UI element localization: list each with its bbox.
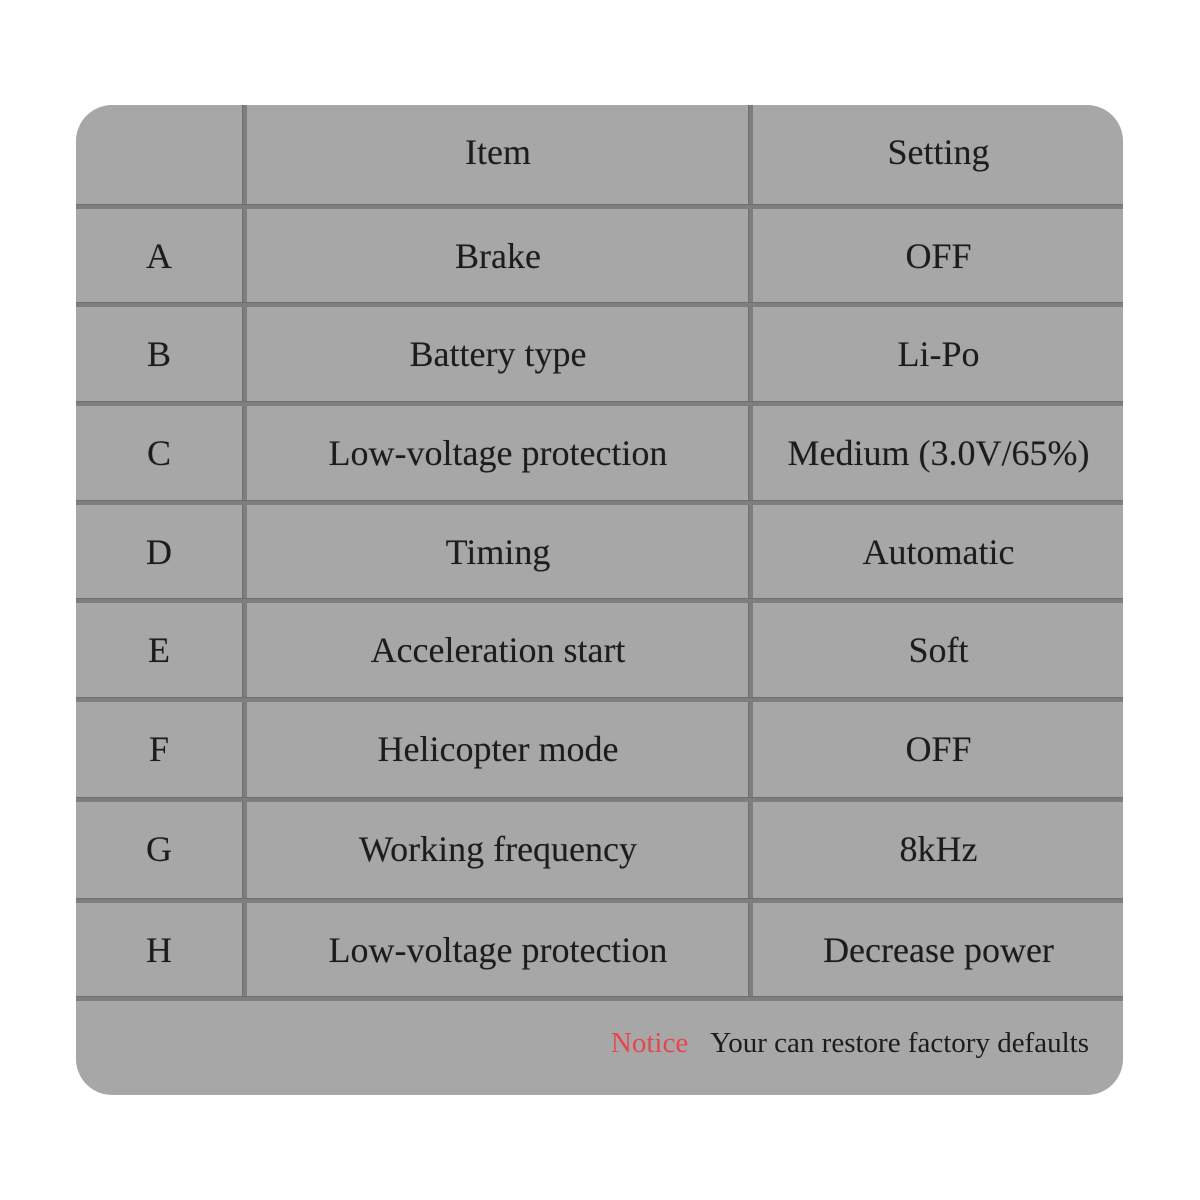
row-setting: Automatic: [862, 531, 1015, 572]
row-letter: A: [146, 235, 172, 276]
row-letter: E: [148, 629, 170, 670]
row-item: Low-voltage protection: [328, 432, 668, 473]
row-setting: OFF: [905, 728, 972, 769]
row-item: Low-voltage protection: [328, 929, 668, 970]
row-item: Brake: [455, 235, 541, 276]
notice-label: Notice: [610, 1027, 689, 1059]
header-setting: Setting: [887, 131, 990, 172]
table-row: [76, 406, 1123, 499]
row-letter: F: [148, 728, 170, 769]
row-letter: H: [146, 929, 172, 970]
row-setting: 8kHz: [899, 828, 978, 869]
table-row: [76, 505, 1123, 598]
settings-table: [76, 105, 1123, 1095]
row-item: Working frequency: [359, 828, 637, 869]
table-row: [76, 603, 1123, 696]
row-item: Acceleration start: [370, 629, 626, 670]
row-setting: Li-Po: [897, 333, 980, 374]
row-divider: [76, 996, 1123, 1001]
notice-text: Your can restore factory defaults: [710, 1027, 1089, 1059]
row-letter: C: [146, 432, 171, 473]
header-letter: [76, 105, 242, 198]
row-setting: Soft: [908, 629, 969, 670]
row-setting: Medium (3.0V/65%): [787, 432, 1090, 473]
row-setting: OFF: [905, 235, 972, 276]
row-item: Timing: [445, 531, 551, 572]
row-setting: Decrease power: [823, 929, 1054, 970]
table-row: [76, 802, 1123, 895]
table-row: [76, 903, 1123, 996]
notice-footer: [611, 1027, 1089, 1060]
table-row: [76, 209, 1123, 302]
row-item: Helicopter mode: [377, 728, 619, 769]
row-letter: D: [146, 531, 172, 572]
table-row: [76, 307, 1123, 400]
header-item: Item: [465, 131, 531, 172]
table-header-row: [76, 105, 1123, 198]
row-letter: B: [146, 333, 171, 374]
table-row: [76, 702, 1123, 795]
row-item: Battery type: [409, 333, 587, 374]
row-letter: G: [146, 828, 172, 869]
